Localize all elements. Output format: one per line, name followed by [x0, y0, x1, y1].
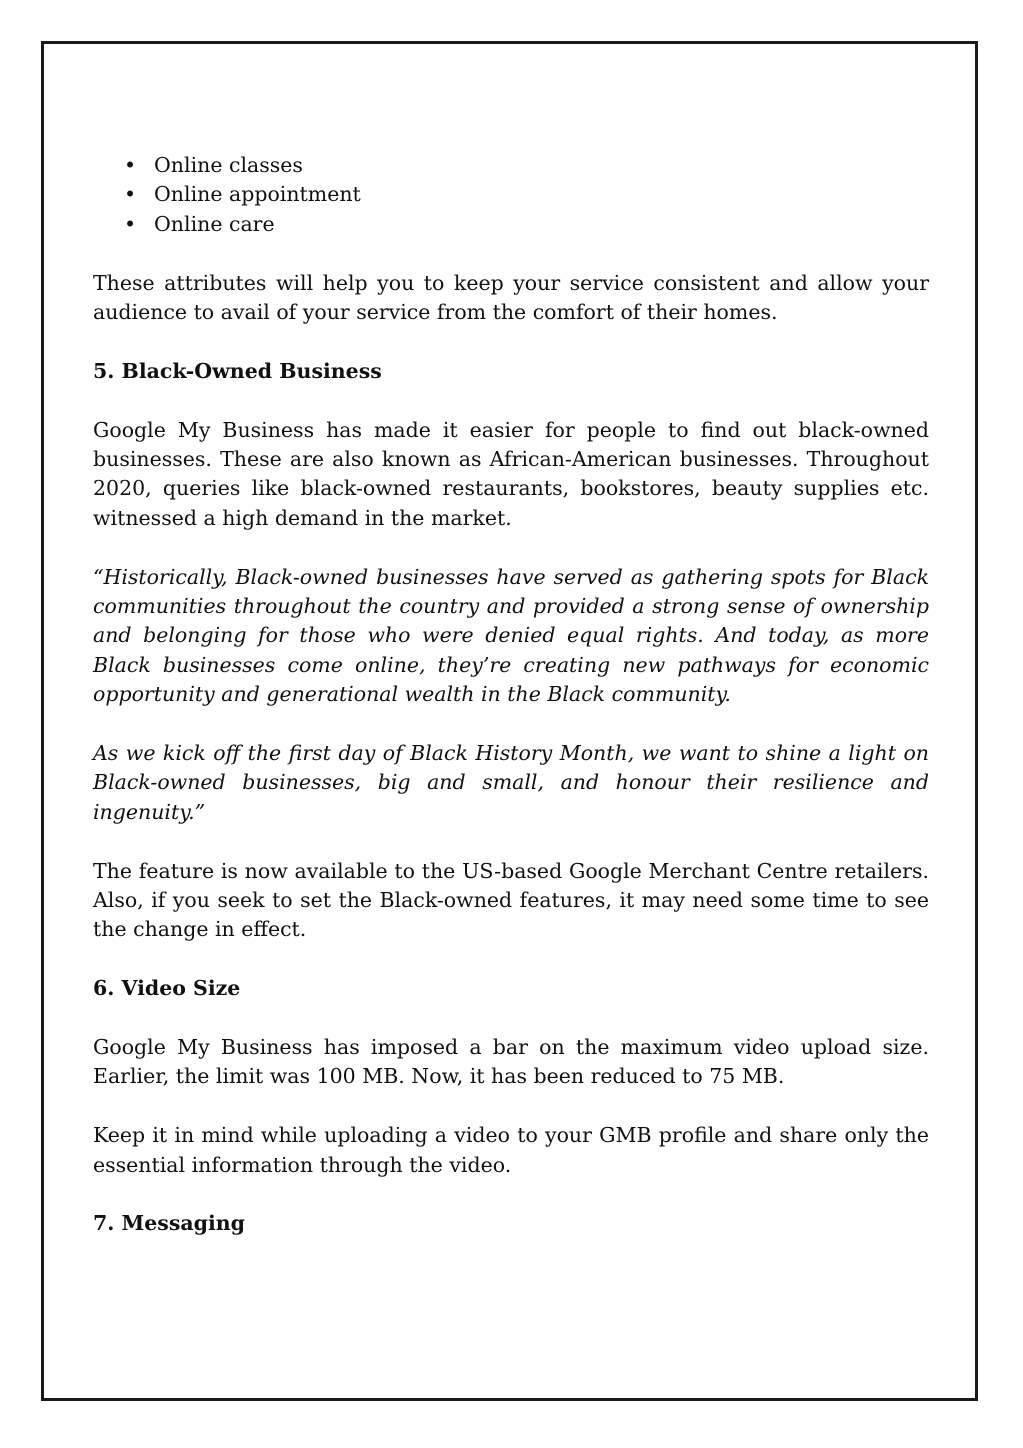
bullet-list: [93, 151, 929, 239]
list-item: [93, 180, 929, 209]
section-5-quote-1: “Historically, Black-owned businesses have served as gathering spots for Black communities throughout the country and provided a strong sense of ownership and belonging for those who were denied equal rights. And today, as more Black businesses come online, they’re creating new pathways for economic opportunity and generational wealth in the Black community.: [93, 564, 929, 707]
section-5-heading: 5. Black-Owned Business: [93, 358, 382, 383]
list-item: [93, 151, 929, 180]
bullet-marker: •: [124, 182, 137, 207]
section-7-heading: 7. Messaging: [93, 1211, 245, 1236]
list-item-text: Online appointment: [154, 182, 361, 207]
attributes-paragraph: These attributes will help you to keep your service consistent and allow your audience to avail of your service from the comfort of their homes.: [93, 270, 929, 325]
document-body: [93, 151, 929, 1268]
list-item: [93, 210, 929, 239]
section-6-heading: 6. Video Size: [93, 976, 241, 1001]
spacer: [93, 239, 929, 268]
bullet-marker: •: [124, 153, 137, 177]
bullet-marker: •: [124, 211, 137, 236]
section-6-paragraph-2: Keep it in mind while uploading a video to your GMB profile and share only the essential information through the video.: [93, 1123, 929, 1177]
section-6-paragraph-1: Google My Business has imposed a bar on the maximum video upload size. Earlier, the limit was 100 MB. Now, it has been reduced to 75 MB.: [93, 1035, 929, 1089]
section-5-quote-2: As we kick off the first day of Black History Month, we want to shine a light on Black-owned businesses, big and small, and honour their resilience and ingenuity.”: [93, 741, 929, 824]
section-5-paragraph-1: Google My Business has made it easier for people to find out black-owned businesses. These are also known as African-American businesses. Throughout 2020, queries like black-owned restaurants, bookstores, beauty supplies etc. witnessed a high demand in the market.: [93, 417, 929, 530]
section-5-paragraph-2: The feature is now available to the US-based Google Merchant Centre retailers. Also, if you seek to set the Black-owned features, it may need some time to see the change in effect.: [93, 858, 929, 942]
list-item-text: Online care: [154, 211, 275, 236]
list-item-text: Online classes: [154, 153, 303, 177]
